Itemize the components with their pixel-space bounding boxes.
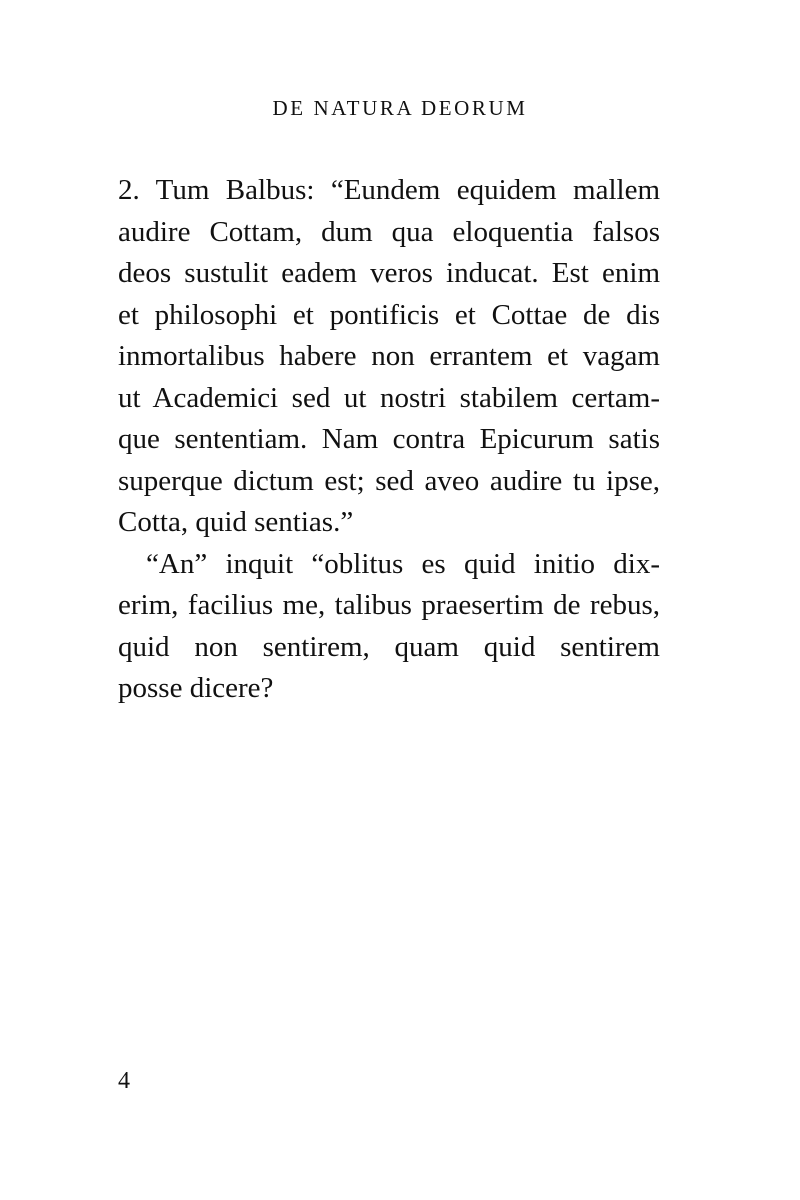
body-text (118, 170, 660, 710)
text-line: deos sustulit eadem veros inducat. Est enim (118, 257, 660, 289)
text-line: Cotta, quid sentias.” (118, 506, 354, 538)
text-line: inmortalibus habere non errantem et vagam (118, 340, 660, 372)
text-line: ut Academici sed ut nostri stabilem certam- (118, 381, 660, 414)
text-line: erim, facilius me, talibus praesertim de rebus, (118, 589, 660, 621)
text-line: quid non sentirem, quam quid sentirem (118, 630, 660, 663)
text-line: posse dicere? (118, 672, 274, 704)
paragraph (118, 170, 660, 544)
text-line: et philosophi et pontificis et Cottae de dis (118, 298, 660, 331)
text-line: que sententiam. Nam contra Epicurum satis (118, 423, 660, 455)
page-number: 4 (118, 1068, 130, 1094)
text-line: 2. Tum Balbus: “Eundem equidem mallem (118, 174, 660, 206)
running-head: DE NATURA DEORUM (272, 96, 528, 120)
paragraph (118, 544, 660, 710)
text-line: superque dictum est; sed aveo audire tu ipse, (118, 464, 660, 497)
text-line: “An” inquit “oblitus es quid initio dix- (146, 547, 660, 580)
text-line: audire Cottam, dum qua eloquentia falsos (118, 215, 660, 248)
